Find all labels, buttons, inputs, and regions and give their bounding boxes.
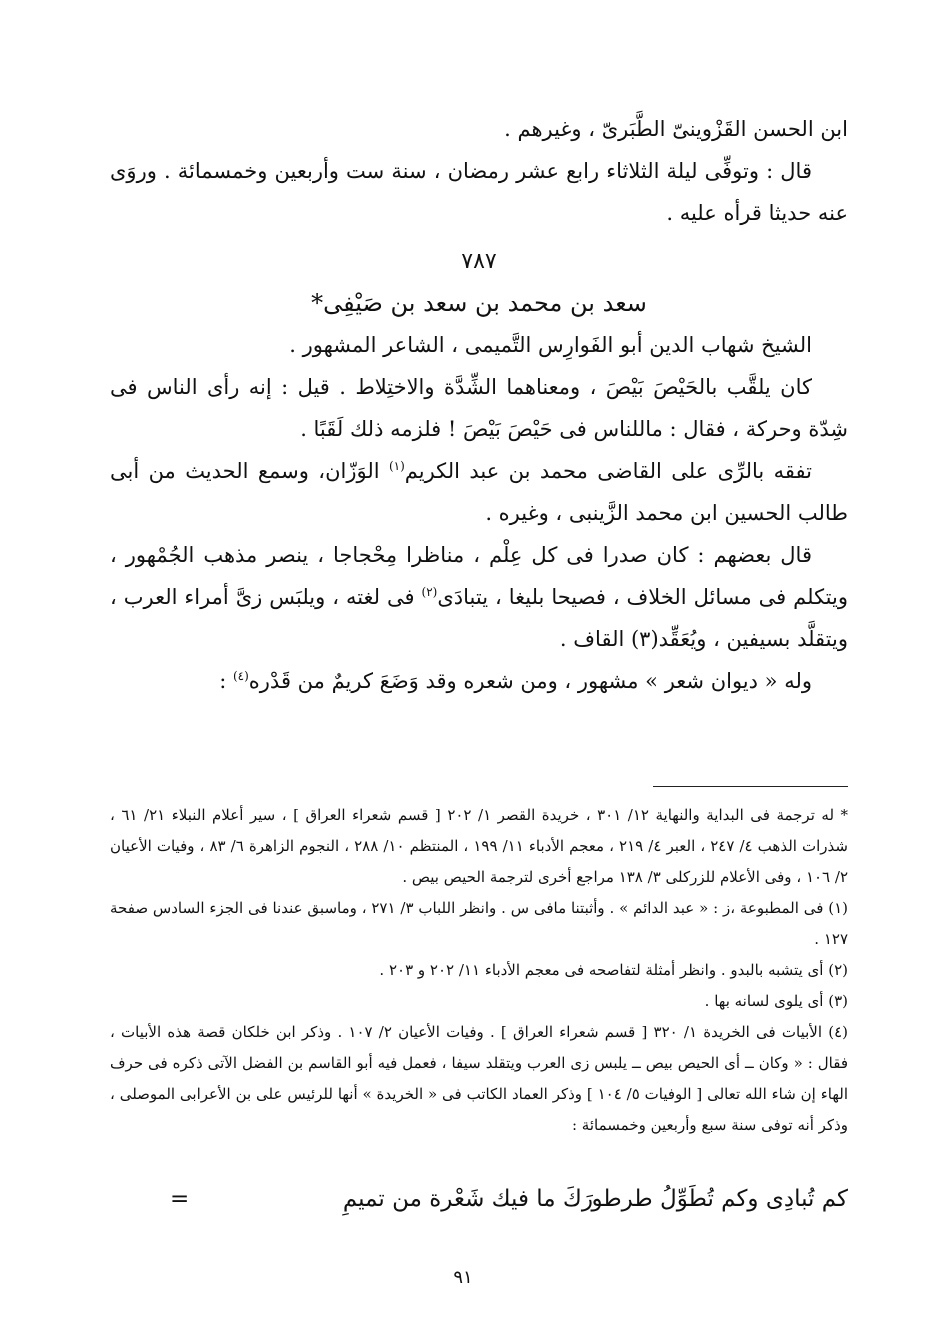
paragraph <box>110 534 848 660</box>
verse-second-hemistich: رَكَ ما فيك شَعْرة من تميمِ <box>342 1186 593 1212</box>
footnote-ref: (٤) <box>232 669 249 683</box>
footnote-ref: (٢) <box>421 585 438 599</box>
entry-number: ٧٨٧ <box>461 249 497 274</box>
paragraph-text: فى لغته ، ويلبَس زىَّ أمراء العرب ، ويتقلَّد بسيفين ، ويُعَقِّد(٣) القاف . <box>110 585 848 651</box>
footnotes <box>110 800 848 1141</box>
paragraph <box>110 450 848 534</box>
paragraph <box>110 366 848 450</box>
paragraph-text: تفقه بالرِّى على القاضى محمد بن عبد الكريم <box>404 459 812 483</box>
footnote: * له ترجمة فى البداية والنهاية ١٢/ ٣٠١ ، خريدة القصر ١/ ٢٠٢ [ قسم شعراء العراق ] ، سير أعلام النبلاء ٢١/ ٦١ ، شذرات الذهب ٤/ ٢٤٧ ، العبر ٤/ ٢١٩ ، معجم الأدباء ١١/ ١٩٩ ، المنتظم ١٠/ ٢٨٨ ، النجوم الزاهرة ٦/ ٨٣ ، وفيات الأعيان ٢/ ١٠٦ ، وفى الأعلام للزركلى ٣/ ١٣٨ مراجع أخرى لترجمة الحيص بيص . <box>110 806 849 886</box>
verse-continuation-mark: = <box>170 1186 190 1212</box>
paragraph-text: وله « ديوان شعر » مشهور ، ومن شعره وقد وَضَعَ كريمٌ من قَدْره <box>248 669 812 693</box>
paragraph-text: قال بعضهم : كان صدرا فى كل عِلْم ، مناظرا مِحْجاجا ، ينصر مذهب الجُمْهور ، ويتكلم فى مسائل الخلاف ، فصيحا بليغا ، يتبادَى <box>110 543 848 609</box>
page-number: ٩١ <box>453 1267 473 1288</box>
main-text <box>110 108 848 702</box>
paragraph: ابن الحسن القَزْوينىّ الطَّبَرىّ ، وغيرهم . <box>504 117 848 141</box>
footnote-ref: (١) <box>388 459 405 473</box>
paragraph <box>110 324 848 366</box>
paragraph: قال : وتوفِّى ليلة الثلاثاء رابع عشر رمضان ، سنة ست وأربعين وخمسمائة . وروَى عنه حديثا قرأه عليه . <box>110 159 848 225</box>
footnote-divider <box>653 786 848 787</box>
paragraph-text: الشيخ شهاب الدين أبو الفَوارِس التَّميمى ، الشاعر المشهور . <box>289 333 812 357</box>
entry-title: سعد بن محمد بن سعد بن صَيْفِى* <box>311 289 647 317</box>
footnote: (٤) الأبيات فى الخريدة ١/ ٣٢٠ [ قسم شعراء العراق ] . وفيات الأعيان ٢/ ١٠٧ . وذكر ابن خلكان قصة هذه الأبيات ، فقال : « وكان ــ أى الحيص بيص ــ يلبس زى العرب ويتقلد سيفا ، فعمل فيه أبو القاسم بن الفضل الآتى ذكره فى حرف الهاء إن شاء الله تعالى [ الوفيات ٥/ ١٠٤ ] وذكر العماد الكاتب فى « الخريدة » أنها للرئيس على بن الأعرابى الموصلى ، وذكر أنه توفى سنة سبع وأربعين وخمسمائة : <box>110 1023 849 1134</box>
paragraph <box>110 660 848 702</box>
footnote: (١) فى المطبوعة ،ز : « عبد الدائم » . وأثبتنا مافى س . وانظر اللباب ٣/ ٢٧١ ، وماسبق عندنا فى الجزء السادس صفحة ١٢٧ . <box>110 899 848 948</box>
verse-first-hemistich: كم تُبادِى وكم تُطَوِّلُ طرطو <box>591 1186 848 1212</box>
poem-verse <box>170 1176 848 1222</box>
paragraph-text: كان يلقَّب بالحَيْصَ بَيْصَ ، ومعناهما الشِّدَّة والاختِلاط . قيل : إنه رأى الناس فى شِدّة وحركة ، فقال : ماللناس فى حَيْصَ بَيْصَ ! فلزمه ذلك لَقَبًا . <box>110 375 848 441</box>
footnote: (٣) أى يلوى لسانه بها . <box>704 992 848 1010</box>
footnote: (٢) أى يتشبه بالبدو . وانظر أمثلة لتفاصحه فى معجم الأدباء ١١/ ٢٠٢ و ٢٠٣ . <box>379 961 848 979</box>
paragraph-text: : <box>219 669 233 693</box>
paragraph-text: الوَزّان، وسمع الحديث من أبى طالب الحسين ابن محمد الزَّينبى ، وغيره . <box>110 459 848 525</box>
